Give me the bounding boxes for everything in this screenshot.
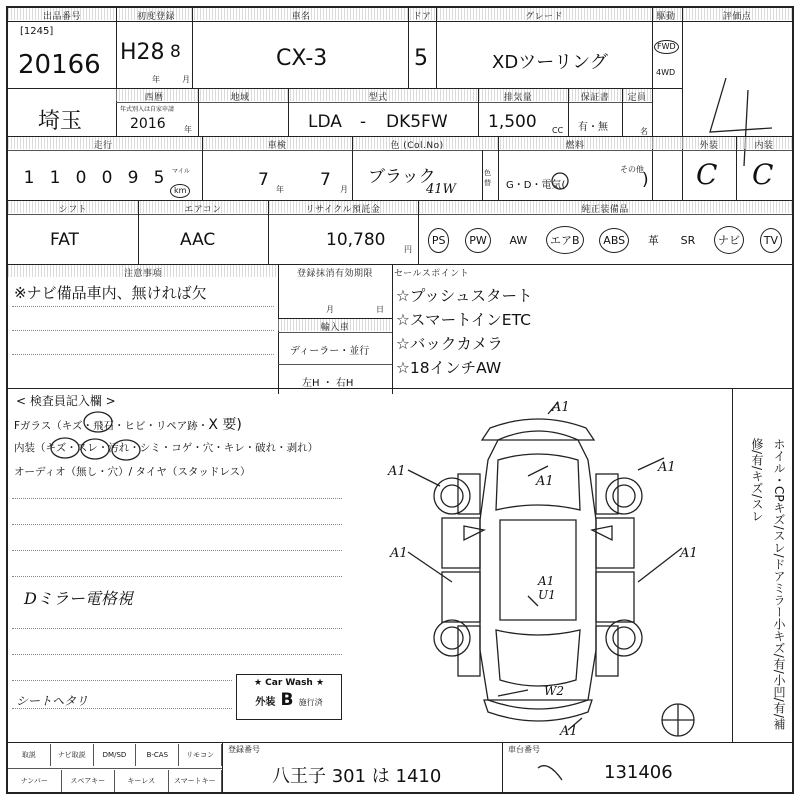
handwritten-circles bbox=[8, 408, 268, 488]
equip-item-2: AW bbox=[509, 233, 528, 247]
accessory-top-1: ナビ取説 bbox=[51, 744, 94, 766]
month-unit: 月 bbox=[182, 75, 190, 84]
accessory-top-2: DM/SD bbox=[94, 744, 137, 766]
interior-grade: C bbox=[752, 158, 774, 191]
model-year: 2016 bbox=[130, 116, 166, 132]
model-dash: - bbox=[360, 112, 367, 132]
door-count: 5 bbox=[414, 46, 428, 71]
glass-line: Fガラス（キズ・飛石・ヒビ・リペア跡・X 要) bbox=[14, 417, 242, 433]
sales-point-4: ☆18インチAW bbox=[396, 359, 502, 377]
chassis-label: 車台番号 bbox=[508, 745, 540, 754]
first-reg-month: 8 bbox=[170, 42, 181, 62]
color-code: 41W bbox=[426, 182, 456, 197]
car-name: CX-3 bbox=[276, 46, 328, 71]
audio-line: オーディオ（無し・穴）/ タイヤ（スタッドレス） bbox=[14, 466, 251, 478]
accessory-bottom-2: キーレス bbox=[115, 770, 169, 792]
mark-front: A1 bbox=[552, 400, 570, 415]
score-value bbox=[768, 22, 769, 23]
mark-left-front: A1 bbox=[388, 464, 406, 479]
equip-item-4: ABS bbox=[599, 228, 629, 253]
accessory-top-3: B-CAS bbox=[136, 744, 179, 766]
handwritten-note-2: シートヘタリ bbox=[16, 694, 89, 708]
chassis-handwritten-mark bbox=[536, 758, 566, 784]
sales-label: セールスポイント bbox=[394, 269, 470, 279]
mark-left-door: A1 bbox=[390, 546, 408, 561]
mark-roof: A1 U1 bbox=[538, 574, 556, 602]
accessory-bottom-1: スペアキー bbox=[62, 770, 116, 792]
fuel-diesel-circle bbox=[550, 170, 572, 192]
first-reg-era: H28 bbox=[120, 40, 165, 65]
mileage-digits: 1 1 0 0 9 5 bbox=[23, 168, 165, 188]
car-wash-title: ★ Car Wash ★ bbox=[253, 678, 325, 688]
accessory-row-2 bbox=[8, 770, 222, 792]
mileage-label: 走行 bbox=[93, 141, 113, 151]
car-name-label: 車名 bbox=[291, 12, 311, 22]
equipment-list bbox=[420, 222, 790, 258]
displacement-label: 排気量 bbox=[503, 93, 533, 103]
accessory-top-0: 取説 bbox=[8, 744, 51, 766]
door-label: ドア bbox=[412, 12, 432, 22]
score-handwritten bbox=[696, 70, 780, 170]
reg-month-unit: 月 bbox=[326, 305, 334, 314]
accessory-bottom-0: ナンバー bbox=[8, 770, 62, 792]
reg-expiry-label: 登録抹消有効期限 bbox=[296, 269, 373, 279]
car-wash-note: 施行済 bbox=[298, 698, 323, 707]
chassis-value: 131406 bbox=[604, 762, 673, 783]
notes-label: 注意事項 bbox=[123, 269, 162, 279]
equip-item-3: エアB bbox=[546, 226, 584, 254]
sales-point-2: ☆スマートインETC bbox=[396, 311, 531, 329]
shaken-year-unit: 年 bbox=[276, 185, 284, 194]
equip-item-5: 革 bbox=[647, 234, 659, 247]
ac-value: AAC bbox=[180, 230, 216, 250]
color-change-label: 色替 bbox=[484, 169, 491, 187]
grade-label: グレード bbox=[524, 12, 563, 22]
year-label: 西暦 bbox=[144, 93, 164, 103]
exterior-grade: C bbox=[696, 158, 718, 191]
unit-km-circled: km bbox=[170, 178, 190, 198]
lot-number: 20166 bbox=[18, 50, 101, 80]
model-code: DK5FW bbox=[386, 112, 448, 132]
inspector-title: < 検査員記入欄 > bbox=[16, 394, 116, 408]
fuel-close-paren: ) bbox=[642, 170, 649, 190]
mark-right-door: A1 bbox=[680, 546, 698, 561]
shift-value: FAT bbox=[50, 230, 79, 250]
model-year-unit: 年 bbox=[184, 125, 192, 134]
exterior-label: 外装 bbox=[699, 141, 719, 151]
mark-right-front: A1 bbox=[658, 460, 676, 475]
equip-item-1: PW bbox=[465, 228, 491, 253]
year-note: 年式別入は自家申請 bbox=[120, 106, 175, 113]
equip-item-7: ナビ bbox=[714, 226, 744, 254]
capacity-label: 定員 bbox=[627, 93, 647, 103]
drive-fwd-circled: FWD bbox=[654, 34, 679, 54]
grade-value: XDツーリング bbox=[492, 52, 608, 73]
interior-label: 内装 bbox=[754, 141, 774, 151]
import-value: ディーラー・並行 bbox=[290, 346, 370, 357]
shift-label: シフト bbox=[58, 205, 88, 215]
recycle-value: 10,780 bbox=[326, 230, 386, 250]
sales-point-1: ☆プッシュスタート bbox=[396, 287, 533, 305]
notes-text: ※ナビ備品車内、無ければ欠 bbox=[14, 284, 207, 302]
ac-label: エアコン bbox=[184, 205, 222, 215]
capacity-unit: 名 bbox=[640, 127, 648, 136]
first-reg-label: 初度登録 bbox=[136, 12, 175, 22]
region-value: 埼玉 bbox=[38, 109, 83, 134]
handle-value: 左H ・ 右H bbox=[302, 378, 354, 389]
auction-sheet bbox=[6, 6, 794, 794]
accessory-bottom-3: スマートキー bbox=[169, 770, 223, 792]
car-damage-diagram bbox=[348, 400, 728, 744]
shaken-month: 7 bbox=[320, 170, 331, 190]
shaken-label: 車検 bbox=[267, 141, 287, 151]
warranty-value: 有・無 bbox=[578, 122, 608, 133]
recycle-label: リサイクル預託金 bbox=[305, 205, 381, 215]
warranty-label: 保証書 bbox=[580, 93, 610, 103]
mark-rear: A1 bbox=[560, 724, 578, 739]
score-label: 評価点 bbox=[722, 12, 752, 22]
handwritten-note-1: Dミラー電格視 bbox=[24, 589, 133, 608]
import-label: 輸入車 bbox=[320, 323, 350, 333]
side-note: ホイル・CPキズ/スレ/ドアミラー小キズ/有/小凹/有/補修/有/キズ/スレ bbox=[750, 438, 786, 730]
unit-mile: マイル bbox=[172, 168, 190, 175]
shaken-month-unit: 月 bbox=[340, 185, 348, 194]
equip-item-0: PS bbox=[428, 228, 450, 253]
cc-unit: CC bbox=[552, 126, 564, 135]
fuel-label: 燃料 bbox=[565, 141, 585, 151]
lot-sub: [1245] bbox=[20, 26, 54, 37]
drive-label: 駆動 bbox=[656, 12, 676, 22]
year-unit: 年 bbox=[152, 75, 160, 84]
car-wash-label: 外装 bbox=[255, 697, 276, 708]
plate-value: 八王子 301 は 1410 bbox=[272, 766, 442, 787]
accessory-row-1 bbox=[8, 744, 222, 766]
interior-line: 内装（キズ・スレ・汚れ・シミ・コゲ・穴・キレ・破れ・剥れ） bbox=[14, 442, 319, 454]
sales-points bbox=[396, 284, 533, 380]
region-label: 地域 bbox=[230, 93, 250, 103]
sales-point-3: ☆バックカメラ bbox=[396, 335, 503, 353]
shaken-year: 7 bbox=[258, 170, 269, 190]
car-wash-stamp bbox=[236, 674, 342, 720]
equip-label: 純正装備品 bbox=[581, 205, 629, 215]
mark-rear-glass: W2 bbox=[544, 684, 564, 698]
displacement-value: 1,500 bbox=[488, 112, 537, 132]
model-prefix: LDA bbox=[308, 112, 342, 132]
yen-unit: 円 bbox=[404, 245, 412, 254]
model-label: 型式 bbox=[368, 93, 388, 103]
color-label: 色 (Col.No) bbox=[390, 141, 444, 151]
equip-item-8: TV bbox=[760, 228, 782, 253]
fuel-other-label: その他 bbox=[620, 165, 644, 174]
equip-item-6: SR bbox=[680, 233, 696, 247]
fuel-options: G・D・電気( bbox=[506, 180, 566, 191]
mark-hood: A1 bbox=[536, 474, 554, 489]
drive-4wd: 4WD bbox=[656, 68, 676, 77]
plate-label: 登録番号 bbox=[228, 745, 260, 754]
car-wash-grade: B bbox=[280, 690, 294, 710]
lot-label: 出品番号 bbox=[42, 12, 81, 22]
accessory-top-4: リモコン bbox=[179, 744, 222, 766]
reg-day-unit: 日 bbox=[376, 305, 384, 314]
color-value: ブラック bbox=[368, 167, 436, 187]
